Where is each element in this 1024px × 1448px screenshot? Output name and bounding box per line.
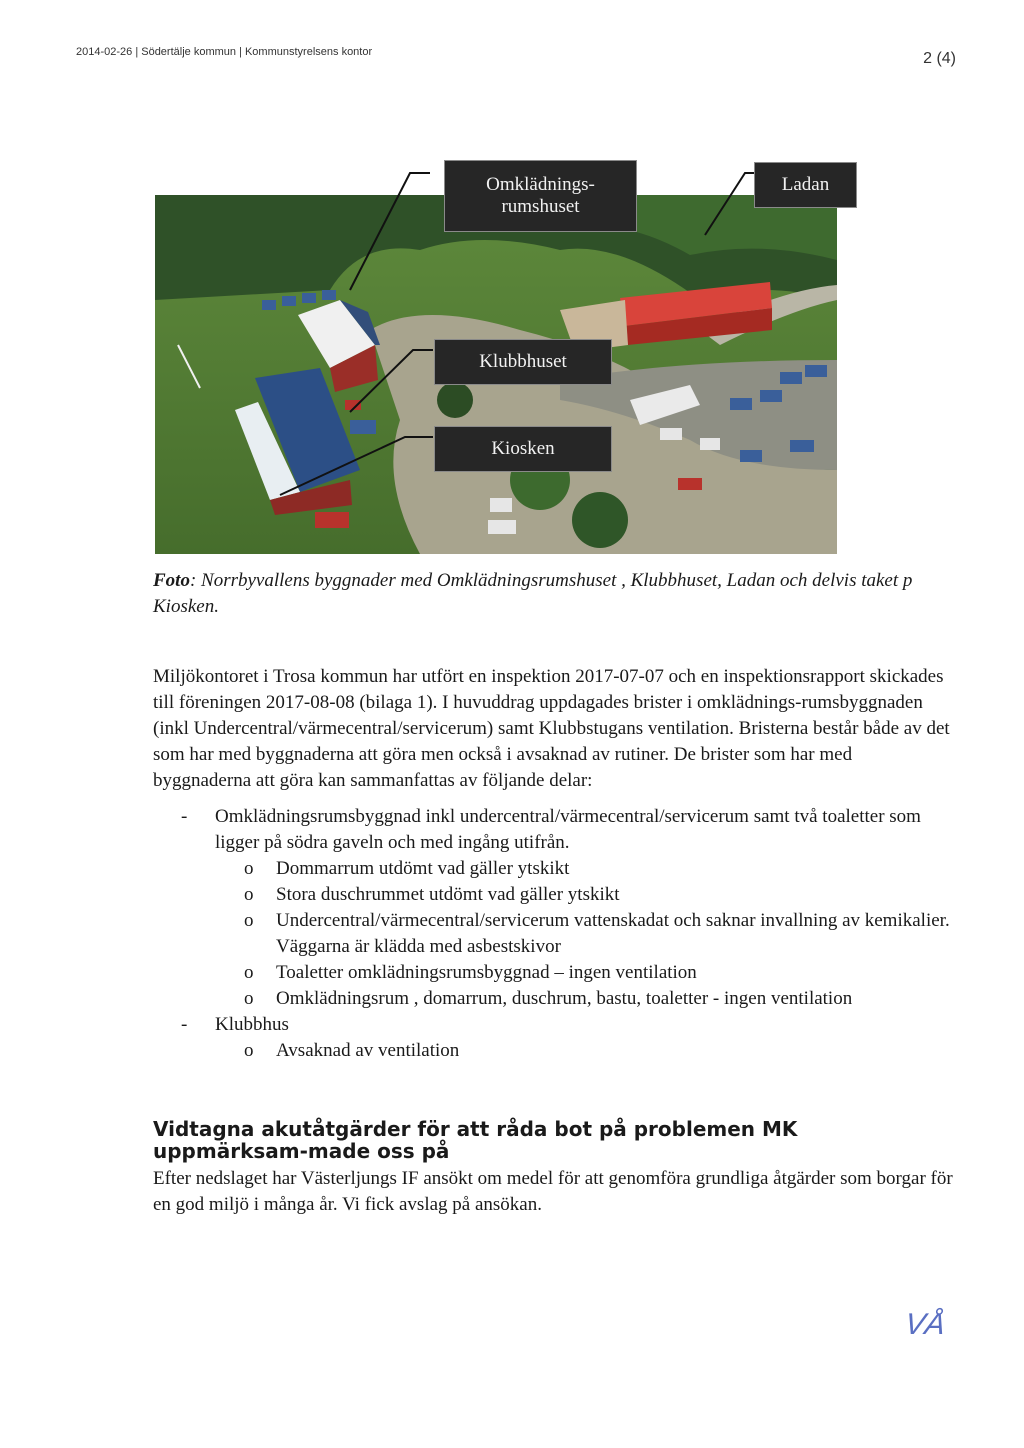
label-omkladningsrumshuset [444, 160, 637, 232]
section-body: Efter nedslaget har Västerljungs IF ansökt om medel för att genomföra grundliga åtgärder som borgar för en god miljö i många år. Vi fick avslag på ansökan. [153, 1168, 953, 1215]
photo-caption [153, 568, 953, 620]
list-item-text: Klubbhus [215, 1014, 289, 1035]
intro-text: Miljökontoret i Trosa kommun har utfört en inspektion 2017-07-07 och en inspektionsrapport skickades till föreningen 2017-08-08 (bilaga 1). I huvuddrag uppdagades brister i omklädnings-rumsbyggnaden (inkl Undercentral/värmecentral/servicerum) samt Klubbstugans ventilation. Bristerna består både av det som har med byggnaderna att göra men också i avsaknad av rutiner. De brister som har med byggnaderna att göra kan sammanfattas av följande delar: [153, 666, 950, 791]
sub-list-item [153, 856, 953, 882]
caption-text: : Norrbyvallens byggnader med Omklädningsrumshuset , Klubbhuset, Ladan och delvis taket p Kiosken. [153, 570, 913, 617]
list-item-text: Omklädningsrumsbyggnad inkl undercentral/värmecentral/servicerum samt två toaletter som ligger på södra gaveln och med ingång utifrån. [215, 806, 921, 853]
sub-list-item-text: Avsaknad av ventilation [276, 1040, 460, 1061]
bullet-marker: o [244, 910, 254, 931]
sub-list-item [153, 986, 953, 1012]
sub-list-item-text: Stora duschrummet utdömt vad gäller ytskikt [276, 884, 620, 905]
bullet-marker: o [244, 884, 254, 905]
sub-list-item [153, 960, 953, 986]
deficiency-list [153, 804, 953, 1064]
sub-list-item [153, 1038, 953, 1064]
intro-paragraph [153, 664, 953, 794]
sub-list-item-text: Undercentral/värmecentral/servicerum vattenskadat och saknar invallning av kemikalier. Väggarna är klädda med asbestskivor [276, 910, 950, 957]
list-item [153, 1012, 953, 1038]
bullet-marker: o [244, 962, 254, 983]
document-header-meta: 2014-02-26 | Södertälje kommun | Kommunstyrelsens kontor [76, 46, 373, 58]
label-klubbhuset: Klubbhuset [434, 339, 612, 385]
label-omkladningsrumshuset-line2: rumshuset [501, 196, 580, 217]
bullet-marker: o [244, 1040, 254, 1061]
label-ladan: Ladan [754, 162, 857, 208]
aerial-photo-illustration [0, 0, 1024, 560]
label-kiosken: Kiosken [434, 426, 612, 472]
page-number: 2 (4) [923, 50, 956, 67]
sub-list-item [153, 908, 953, 960]
bullet-marker: o [244, 988, 254, 1009]
sub-list-item-text: Toaletter omklädningsrumsbyggnad – ingen ventilation [276, 962, 697, 983]
section-heading: Vidtagna akutåtgärder för att råda bot på problemen MK uppmärksam-made oss på [153, 1117, 798, 1163]
dash-marker: - [181, 1014, 188, 1035]
list-item [153, 804, 953, 856]
caption-label: Foto [153, 570, 190, 591]
handwritten-initials: VÅ [902, 1308, 948, 1341]
sub-list-item [153, 882, 953, 908]
sub-list-item-text: Dommarrum utdömt vad gäller ytskikt [276, 858, 570, 879]
bullet-marker: o [244, 858, 254, 879]
aerial-photo [0, 0, 1024, 560]
label-omkladningsrumshuset-line1: Omklädnings- [486, 174, 595, 195]
sub-list-item-text: Omklädningsrum , domarrum, duschrum, bastu, toaletter - ingen ventilation [276, 988, 853, 1009]
dash-marker: - [181, 806, 188, 827]
